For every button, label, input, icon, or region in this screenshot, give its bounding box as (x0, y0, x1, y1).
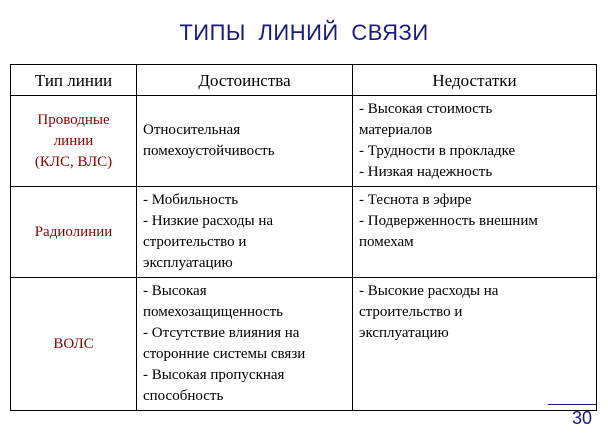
disadvantage-line: - Высокие расходы на (359, 283, 499, 299)
disadvantage-line: - Низкая надежность (359, 164, 493, 180)
disadvantage-line: - Трудности в прокладке (359, 143, 516, 159)
advantage-line: Относительная (143, 122, 241, 138)
page-title: ТИПЫ ЛИНИЙ СВЯЗИ (179, 20, 429, 45)
disadvantages-cell (353, 187, 597, 278)
type-line: Радиолинии (34, 223, 113, 240)
advantage-line: строительство и (143, 234, 247, 250)
page-number-rule (548, 404, 596, 405)
disadvantage-line: - Теснота в эфире (359, 192, 472, 208)
type-line: линии (53, 132, 94, 149)
advantage-line: способность (143, 388, 224, 404)
row-type-cell (11, 96, 137, 187)
table-row (11, 96, 597, 187)
header-disadvantages: Недостатки (353, 65, 597, 96)
header-advantages: Достоинства (137, 65, 353, 96)
advantages-cell (137, 96, 353, 187)
disadvantage-line: материалов (359, 122, 433, 138)
disadvantage-line: эксплуатацию (359, 325, 449, 341)
page-number: 30 (571, 408, 592, 428)
table-row (11, 187, 597, 278)
disadvantage-line: - Подверженность внешним (359, 213, 538, 229)
disadvantage-line: помехам (359, 234, 414, 250)
table-row (11, 278, 597, 411)
disadvantages-cell (353, 96, 597, 187)
row-type-cell (11, 278, 137, 411)
type-line: Проводные (37, 111, 110, 128)
type-line: ВОЛС (53, 335, 94, 352)
table-header-row (11, 65, 597, 96)
advantage-line: - Мобильность (143, 192, 239, 208)
advantages-cell (137, 278, 353, 411)
comm-lines-table (10, 64, 597, 411)
advantage-line: - Высокая пропускная (143, 367, 285, 383)
disadvantage-line: - Высокая стоимость (359, 101, 493, 117)
advantage-line: - Отсутствие влияния на (143, 325, 300, 341)
advantage-line: - Низкие расходы на (143, 213, 274, 229)
advantage-line: эксплуатацию (143, 255, 233, 271)
advantages-cell (137, 187, 353, 278)
disadvantages-cell (353, 278, 597, 411)
advantage-line: помехоустойчивость (143, 143, 275, 159)
row-type-cell (11, 187, 137, 278)
header-type: Тип линии (11, 65, 137, 96)
type-line: (КЛС, ВЛС) (34, 153, 113, 170)
advantage-line: - Высокая (143, 283, 207, 299)
advantage-line: сторонние системы связи (143, 346, 306, 362)
disadvantage-line: строительство и (359, 304, 463, 320)
advantage-line: помехозащищенность (143, 304, 283, 320)
